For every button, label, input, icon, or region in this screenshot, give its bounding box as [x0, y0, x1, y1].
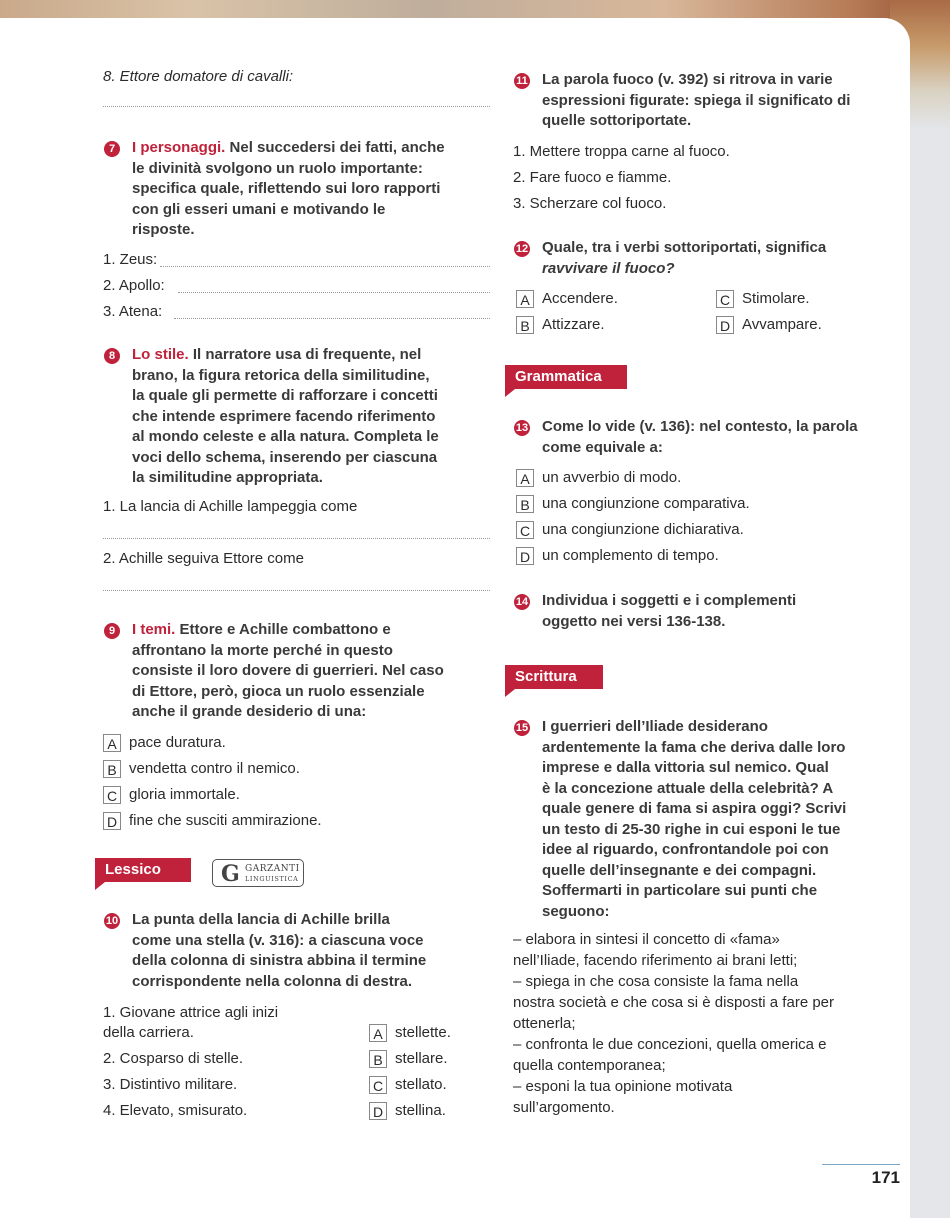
exercise-12-line: Quale, tra i verbi sottoriportati, significa: [542, 239, 827, 256]
section-tag-scrittura: Scrittura: [505, 665, 603, 689]
match-left-item: della carriera.: [103, 1024, 194, 1041]
exercise-8-line: voci dello schema, inserendo per ciascuna: [132, 448, 438, 466]
exercise-11-line: espressioni figurate: spiega il significato di: [542, 91, 851, 109]
exercise-15-point: nostra società e che cosa si è disposti a fare per: [513, 994, 835, 1011]
exercise-8-line: al mondo celeste e alla natura. Completa le: [132, 428, 439, 445]
exercise-15-line: quelle dell’insegnante e dei compagni.: [542, 861, 817, 879]
option-b[interactable]: B Attizzare.: [516, 315, 605, 335]
exercise-14-line: oggetto nei versi 136-138.: [542, 612, 726, 630]
exercise-7-line: specifica quale, riflettendo sui loro rapporti: [132, 180, 441, 197]
exercise-15-line: I guerrieri dell’Iliade desiderano: [542, 718, 768, 735]
exercise-9-line: anche il grande desiderio di una:: [132, 703, 367, 720]
match-left-item: 3. Distintivo militare.: [103, 1076, 238, 1093]
exercise-9-line: affrontano la morte perché in questo: [132, 641, 393, 659]
exercise-9-line: di Ettore, però, gioca un ruolo essenziale: [132, 682, 425, 700]
exercise-15-line: è la concezione attuale della celebrità? A: [542, 779, 834, 797]
exercise-15-line: imprese e dalla vittoria sul nemico. Qual: [542, 759, 829, 776]
exercise-15-point: – spiega in che cosa consiste la fama nella: [513, 973, 799, 990]
exercise-8-line: brano, la figura retorica della similitudine,: [132, 366, 430, 384]
exercise-8-line: la quale gli permette di rafforzare i concetti: [132, 387, 438, 404]
page-number-rule: [822, 1164, 900, 1165]
exercise-7-line: le divinità svolgono un ruolo importante:: [132, 159, 423, 177]
exercise-8-item: 2. Achille seguiva Ettore come: [103, 550, 304, 567]
option-d[interactable]: D fine che susciti ammirazione.: [103, 811, 322, 831]
exercise-10-number: 10: [105, 915, 119, 927]
exercise-15-line: quale genere di fama si aspira oggi? Scrivi: [542, 800, 847, 817]
exercise-15-point: quella contemporanea;: [513, 1057, 666, 1074]
exercise-13-number: 13: [515, 422, 529, 434]
exercise-7-item: 2. Apollo:: [103, 277, 165, 294]
match-right-c[interactable]: C stellato.: [369, 1075, 447, 1095]
option-c[interactable]: C una congiunzione dichiarativa.: [516, 520, 744, 540]
exercise-8-line-1: Lo stile. Il narratore usa di frequente, nel: [132, 346, 422, 363]
exercise-7-line: con gli esseri umani e motivando le: [132, 200, 386, 218]
exercise-8-line: che intende esprimere facendo riferimento: [132, 407, 436, 425]
option-a[interactable]: A pace duratura.: [103, 733, 226, 753]
match-left-item: 2. Cosparso di stelle.: [103, 1050, 244, 1067]
exercise-15-point: sull’argomento.: [513, 1099, 615, 1116]
answer-line: [103, 106, 490, 107]
match-right-d[interactable]: D stellina.: [369, 1101, 446, 1121]
option-b[interactable]: B una congiunzione comparativa.: [516, 494, 750, 514]
option-a[interactable]: A Accendere.: [516, 289, 618, 309]
exercise-8-number: 8: [104, 347, 120, 365]
exercise-11-item: 2. Fare fuoco e fiamme.: [513, 169, 672, 186]
exercise-15-point: ottenerla;: [513, 1015, 576, 1032]
exercise-15-point: – esponi la tua opinione motivata: [513, 1078, 733, 1095]
textbook-page: [0, 18, 910, 1218]
exercise-10-line: della colonna di sinistra abbina il termine: [132, 952, 427, 969]
exercise-11-number: 11: [514, 72, 530, 90]
exercise-7-item: 1. Zeus:: [103, 251, 158, 268]
exercise-12-line: ravvivare il fuoco?: [542, 259, 675, 277]
option-d[interactable]: D Avvampare.: [716, 315, 822, 335]
match-right-b[interactable]: B stellare.: [369, 1049, 448, 1069]
option-a[interactable]: A un avverbio di modo.: [516, 468, 681, 488]
section-tag-grammatica: Grammatica: [505, 365, 627, 389]
garzanti-logo: G GARZANTI LINGUISTICA: [212, 859, 304, 887]
exercise-15-line: seguono:: [542, 902, 610, 920]
exercise-9-line-1: I temi. Ettore e Achille combattono e: [132, 621, 391, 638]
exercise-11-line: quelle sottoriportate.: [542, 112, 692, 129]
exercise-15-line: Soffermarti in particolare sui punti che: [542, 882, 818, 899]
exercise-8-item: 1. La lancia di Achille lampeggia come: [103, 498, 358, 515]
exercise-15-point: nell’Iliade, facendo riferimento ai brani letti;: [513, 952, 798, 969]
exercise-14-line: Individua i soggetti e i complementi: [542, 592, 797, 609]
exercise-10-line: corrispondente nella colonna di destra.: [132, 972, 413, 990]
exercise-7-line-1: I personaggi. Nel succedersi dei fatti, anche: [132, 139, 445, 156]
option-d[interactable]: D un complemento di tempo.: [516, 546, 719, 566]
exercise-8-line: la similitudine appropriata.: [132, 469, 323, 486]
exercise-15-line: idee al riguardo, confrontandole poi con: [542, 841, 829, 858]
exercise-9-line: consiste il loro dovere di guerrieri. Nel caso: [132, 662, 444, 679]
match-right-a[interactable]: A stellette.: [369, 1023, 451, 1043]
answer-line: [160, 266, 490, 267]
exercise-15-number: 15: [515, 722, 529, 734]
answer-line: [103, 590, 490, 591]
exercise-15-point: – elabora in sintesi il concetto di «fama»: [513, 931, 780, 948]
exercise-10-line: come una stella (v. 316): a ciascuna voce: [132, 931, 424, 949]
q8-item: 8. Ettore domatore di cavalli:: [103, 68, 294, 85]
exercise-15-line: un testo di 25-30 righe in cui esponi le tue: [542, 820, 841, 838]
answer-line: [174, 318, 490, 319]
exercise-10-line: La punta della lancia di Achille brilla: [132, 911, 390, 928]
exercise-7-number: 7: [104, 140, 120, 158]
exercise-9-number: 9: [104, 622, 120, 640]
option-b[interactable]: B vendetta contro il nemico.: [103, 759, 300, 779]
exercise-11-line: La parola fuoco (v. 392) si ritrova in varie: [542, 71, 833, 88]
exercise-12-number: 12: [515, 243, 529, 255]
match-left-item: 1. Giovane attrice agli inizi: [103, 1004, 279, 1021]
exercise-13-line: come equivale a:: [542, 438, 663, 456]
exercise-7-line: risposte.: [132, 221, 195, 238]
exercise-13-line: Come lo vide (v. 136): nel contesto, la parola: [542, 418, 858, 435]
exercise-14-number: 14: [515, 596, 529, 608]
exercise-7-item: 3. Atena:: [103, 303, 163, 320]
section-tag-lessico: Lessico: [95, 858, 191, 882]
answer-line: [103, 538, 490, 539]
answer-line: [178, 292, 490, 293]
exercise-15-line: ardentemente la fama che deriva dalle loro: [542, 738, 846, 756]
exercise-11-item: 3. Scherzare col fuoco.: [513, 195, 667, 212]
option-c[interactable]: C Stimolare.: [716, 289, 810, 309]
option-c[interactable]: C gloria immortale.: [103, 785, 240, 805]
exercise-11-item: 1. Mettere troppa carne al fuoco.: [513, 143, 730, 160]
exercise-15-point: – confronta le due concezioni, quella omerica e: [513, 1036, 827, 1053]
page-number: 171: [871, 1168, 900, 1187]
match-left-item: 4. Elevato, smisurato.: [103, 1102, 248, 1119]
